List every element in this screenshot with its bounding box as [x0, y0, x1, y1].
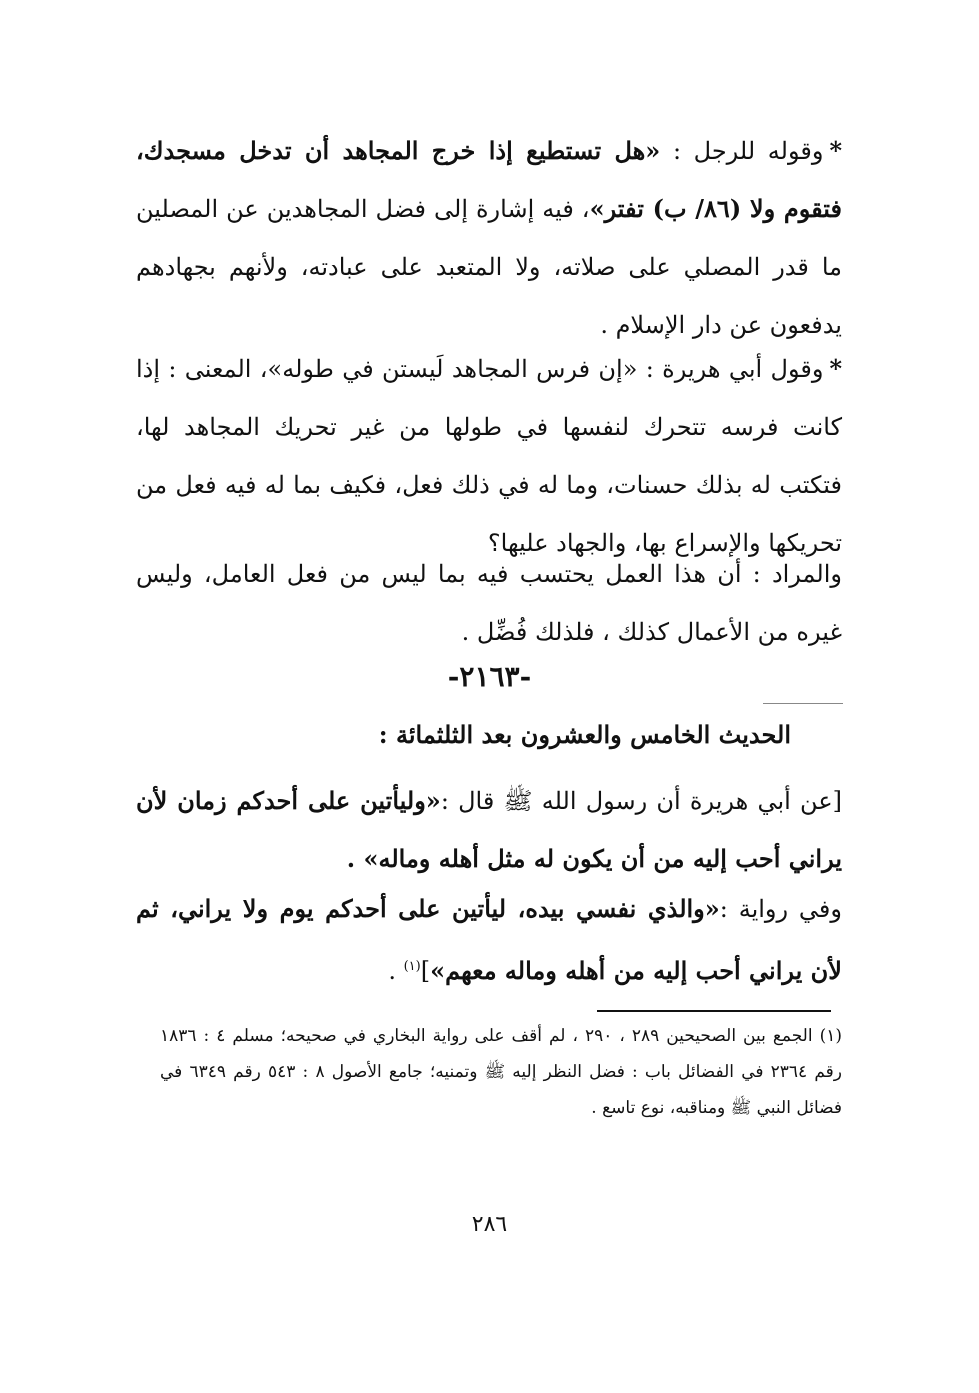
paragraph-marker: * [829, 136, 843, 165]
footnote-reference[interactable]: (١) [403, 959, 421, 974]
footnote-separator [597, 1010, 831, 1012]
variant-quote: «والذي نفسي بيده، ليأتين على أحدكم يوم ولا يراني، ثم لأن يراني أحب إليه من أهله وماله معهم» [136, 894, 842, 985]
paragraph-commentary-3 [136, 545, 842, 661]
hadith-lead: [عن أبي هريرة أن رسول الله ﷺ قال : [440, 787, 842, 815]
paragraph-text: ، فيه إشارة إلى فضل المجاهدين عن المصلين ما قدر المصلي على صلاته، ولا المتعبد على عبادته، ولأنهم بجهادهم يدفعون عن دار الإسلام . [136, 195, 842, 339]
paragraph-text: وقول أبي هريرة : «إن فرس المجاهد لَيستن في طوله»، المعنى : إذا كانت فرسه تتحرك لنفسها في طولها من غير تحريك المجاهد لها، فتكتب له بذلك حسنات، وما له في ذلك فعل، فكيف بما له فيه فعل من تحريكها والإسراع بها، والجهاد عليها؟ [136, 355, 842, 557]
page-number: ٢٨٦ [471, 1212, 508, 1237]
bracket-close: ] [420, 957, 431, 985]
variant-lead: وفي رواية : [719, 895, 842, 923]
paragraph-commentary-2 [136, 340, 842, 572]
paragraph-commentary-1 [136, 122, 842, 354]
footnotes [160, 1018, 842, 1126]
hadith-quote: «وليأتين على أحدكم زمان لأن يراني أحب إليه من أن يكون له مثل أهله وماله» . [136, 786, 842, 873]
sentence-end: . [388, 957, 404, 985]
hadith-variant [136, 880, 842, 1000]
section-title: الحديث الخامس والعشرون بعد الثلثمائة : [378, 720, 791, 749]
paragraph-lead: وقوله للرجل : [672, 137, 824, 165]
paragraph-marker: * [829, 354, 842, 383]
hadith-number: -٢١٦٣- [447, 660, 532, 693]
hadith-quote: «هل تستطيع إذا خرج المجاهد أن تدخل مسجدك، فتقوم ولا (٨٦/ ب) تفتر» [136, 136, 842, 223]
divider [763, 703, 843, 704]
hadith-text [136, 772, 842, 888]
footnote-1: (١) الجمع بين الصحيحين ٢٨٩ ، ٢٩٠ ، لم أقف على رواية البخاري في صحيحه؛ مسلم ٤ : ١٨٣٦ رقم ٢٣٦٤ في الفضائل باب : فضل النظر إليه ﷺ وتمنيه؛ جامع الأصول ٨ : ٥٤٣ رقم ٦٣٤٩ في فضائل النبي ﷺ ومناقبه، نوع تاسع . [160, 1026, 842, 1118]
paragraph-text: والمراد : أن هذا العمل يحتسب فيه بما ليس من فعل العامل، وليس غيره من الأعمال كذلك ، فلذلك فُضِّل . [136, 560, 842, 646]
